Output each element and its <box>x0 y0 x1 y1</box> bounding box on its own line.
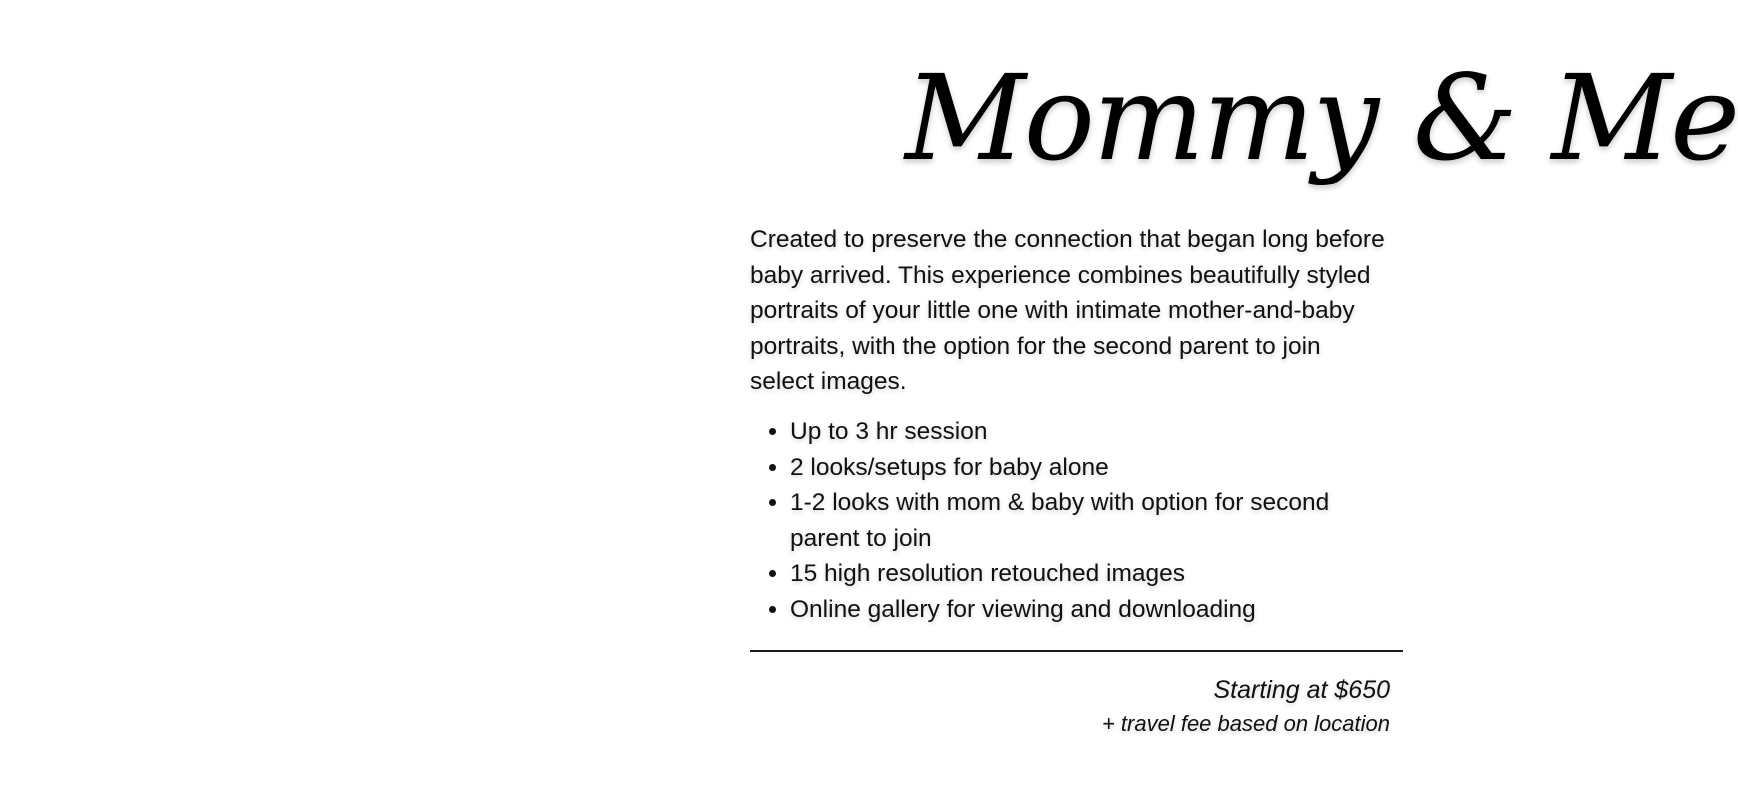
package-content <box>750 222 1410 628</box>
feature-item: • Up to 3 hr session <box>790 414 1390 450</box>
starting-price: Starting at $650 <box>1213 676 1390 704</box>
feature-item: • 1-2 looks with mom & baby with option for second parent to join <box>790 485 1390 556</box>
package-description: Created to preserve the connection that began long before baby arrived. This experience combines beautifully styled portraits of your little one with intimate mother-and-baby portraits, with the option for the second parent to join select images. <box>750 226 1385 396</box>
divider <box>750 650 1403 652</box>
feature-item: • 15 high resolution retouched images <box>790 556 1390 592</box>
travel-fee-note: + travel fee based on location <box>1101 711 1390 736</box>
feature-list <box>750 414 1390 628</box>
package-title: Mommy & Me <box>905 49 1738 187</box>
feature-item: • 2 looks/setups for baby alone <box>790 450 1390 486</box>
feature-item: • Online gallery for viewing and downloading <box>790 592 1390 628</box>
